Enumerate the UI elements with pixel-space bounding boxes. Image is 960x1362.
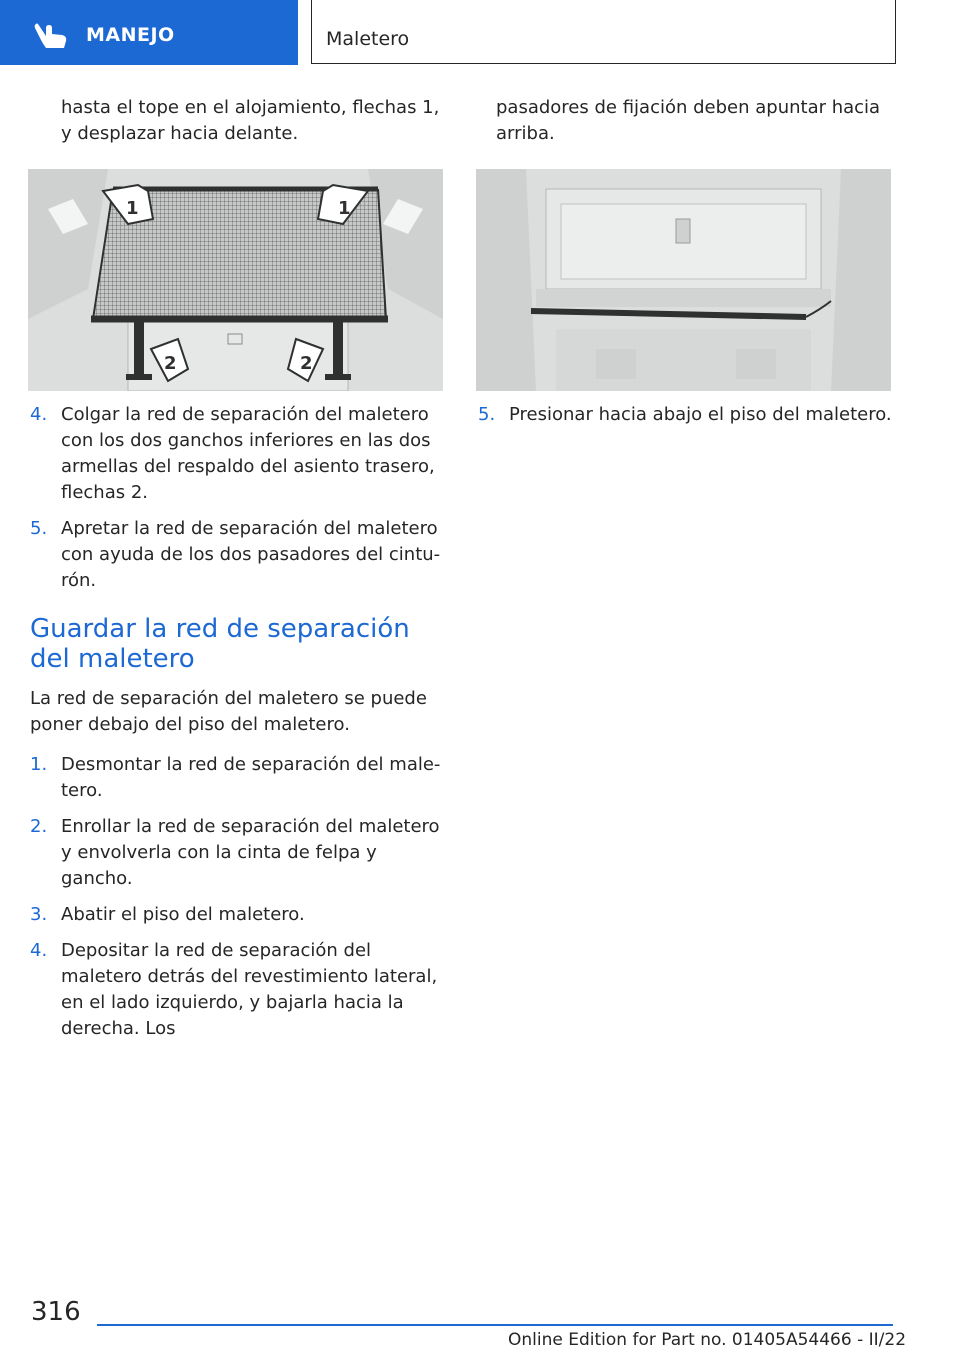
chapter-title: MANEJO bbox=[86, 24, 175, 46]
trunk-floor-figure bbox=[476, 169, 891, 391]
chapter-tab[interactable] bbox=[0, 0, 298, 65]
step-text: Colgar la red de separación del maletero con los dos ganchos inferiores en las dos armellas del respaldo del asiento trasero, flechas 2. bbox=[61, 404, 435, 503]
page-number: 316 bbox=[31, 1297, 81, 1327]
steps-list-right bbox=[478, 402, 898, 428]
step-number: 5. bbox=[478, 404, 496, 425]
arrow-label: 2 bbox=[300, 353, 313, 374]
right-column-content bbox=[478, 402, 898, 438]
left-column-intro bbox=[30, 95, 450, 147]
intro-text: hasta el tope en el alojamiento, flechas 1, y desplazar hacia delante. bbox=[61, 97, 440, 144]
steps-list-2 bbox=[30, 752, 450, 1042]
section-paragraph: La red de separación del maletero se puede poner debajo del piso del maletero. bbox=[30, 688, 427, 735]
step-number: 4. bbox=[30, 404, 48, 425]
section-header bbox=[311, 0, 896, 64]
left-column-content bbox=[30, 402, 450, 1052]
step-number: 5. bbox=[30, 518, 48, 539]
steps-list-1 bbox=[30, 402, 450, 594]
step-number: 4. bbox=[30, 940, 48, 961]
list-item bbox=[30, 938, 450, 1042]
step-text: Apretar la red de separación del maletero con ayuda de los dos pasadores del cintu‐rón. bbox=[61, 518, 441, 591]
section-title: Maletero bbox=[326, 28, 410, 50]
step-text: Desmontar la red de separación del male‐tero. bbox=[61, 754, 441, 801]
step-text: Presionar hacia abajo el piso del maletero. bbox=[509, 404, 892, 425]
separation-net-figure bbox=[28, 169, 443, 391]
step-number: 3. bbox=[30, 904, 48, 925]
arrow-label: 1 bbox=[338, 198, 351, 219]
step-number: 2. bbox=[30, 816, 48, 837]
list-item bbox=[30, 752, 450, 804]
step-number: 1. bbox=[30, 754, 48, 775]
section-heading: Guardar la red de separación del maletero bbox=[30, 614, 410, 674]
arrow-label: 2 bbox=[164, 353, 177, 374]
list-item bbox=[30, 814, 450, 892]
list-item bbox=[30, 902, 450, 928]
right-column-intro bbox=[476, 95, 896, 147]
footer-divider bbox=[97, 1324, 893, 1326]
hand-pointer-icon bbox=[32, 20, 70, 50]
edition-text: Online Edition for Part no. 01405A54466 - II/22 bbox=[508, 1330, 907, 1350]
list-item bbox=[478, 402, 898, 428]
intro-text-right: pasadores de fijación deben apuntar hacia arriba. bbox=[496, 97, 881, 144]
step-text: Depositar la red de separación del maletero detrás del revestimiento lateral, en el lado izquierdo, y bajarla hacia la derecha. Los bbox=[61, 940, 438, 1039]
list-item bbox=[30, 516, 450, 594]
step-text: Enrollar la red de separación del maletero y envolverla con la cinta de felpa y gancho. bbox=[61, 816, 440, 889]
list-item bbox=[30, 402, 450, 506]
step-text: Abatir el piso del maletero. bbox=[61, 904, 305, 925]
arrow-label: 1 bbox=[126, 198, 139, 219]
